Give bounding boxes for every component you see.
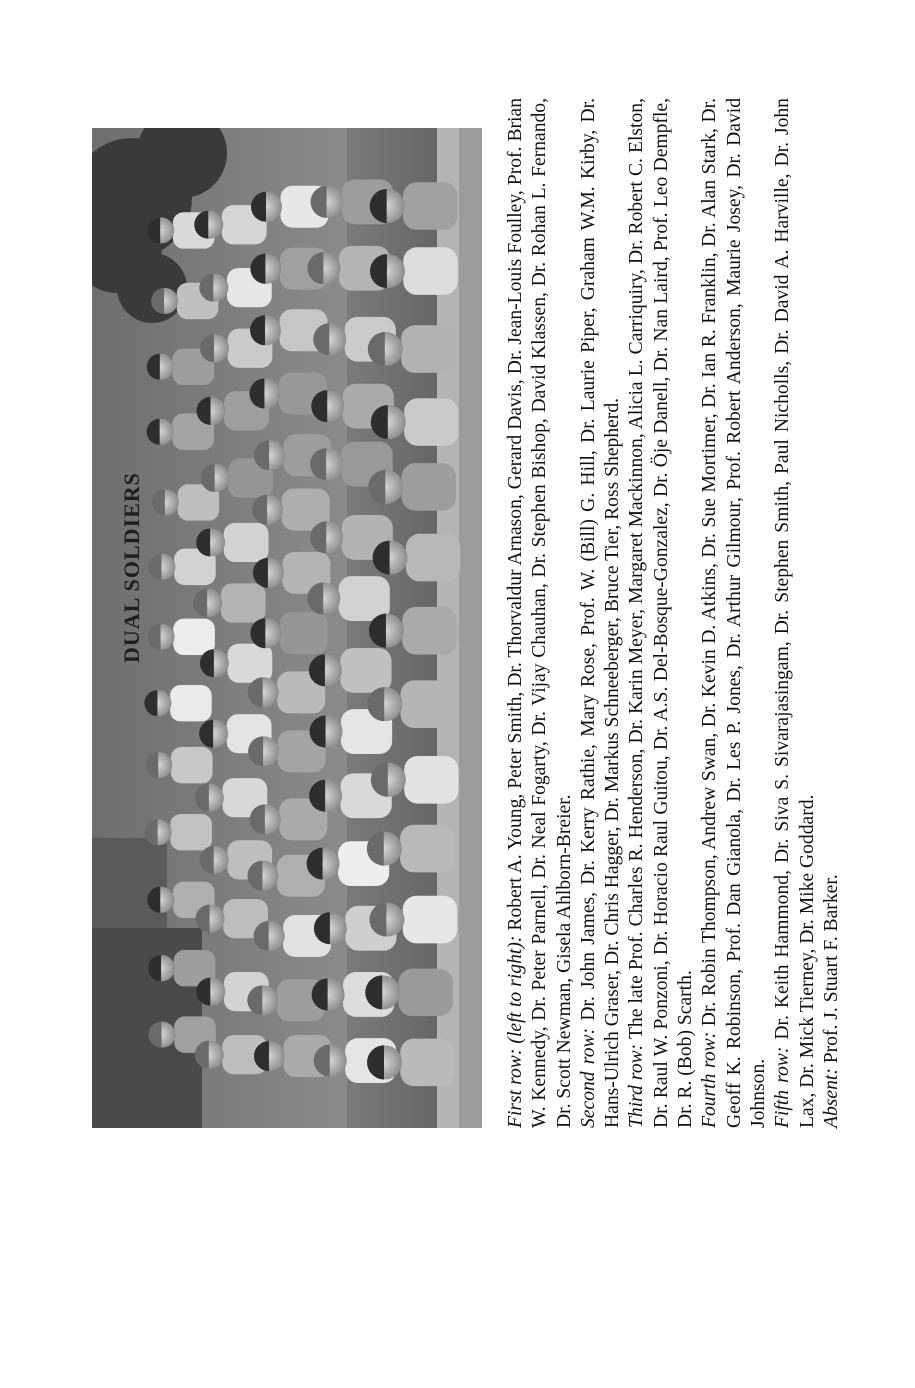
caption-row-names: Prof. J. Stuart F. Barker. xyxy=(820,874,842,1069)
caption-row-label: Fifth row: xyxy=(772,1046,794,1128)
person-body xyxy=(171,747,213,783)
caption-row-label: Second row: xyxy=(577,1027,599,1128)
person-body xyxy=(227,644,272,683)
caption-row-names: Dr. John James, Dr. Kerry Rathie, Mary Rose, Prof. W. (Bill) G. Hill, Dr. Laurie Piper, Graham W.M. Kirby, Dr. Hans-Ulrich Graser, Dr. Chris Hagger, Dr. Markus Schneeberger, Bruce Tier, Ross Shepherd. xyxy=(577,98,624,1128)
caption-fifth-row xyxy=(771,98,820,1128)
caption-row-label: First row: (left to right): xyxy=(505,935,526,1128)
person-body xyxy=(400,825,454,873)
caption-row-names: Dr. Keith Hammond, Dr. Siva S. Sivarajasingam, Dr. Stephen Smith, Paul Nicholls, Dr. David A. Harville, Dr. John Lax, Dr. Mick Tierney, Dr. Mike Goddard. xyxy=(772,98,818,1128)
person-body xyxy=(403,247,457,295)
rotated-page-content xyxy=(92,98,872,1128)
photo-caption xyxy=(504,98,844,1128)
person-body xyxy=(399,969,453,1017)
person-body xyxy=(406,534,460,582)
caption-second-row xyxy=(577,98,626,1128)
person-body xyxy=(403,896,457,944)
caption-row-label: Fourth row: xyxy=(699,1031,721,1128)
person-body xyxy=(402,607,456,655)
caption-row-names: Robert A. Young, Peter Smith, Dr. Thorvaldur Arnason, Gerard Davis, Dr. Jean-Louis Foulley, Prof. Brian W. Kennedy, Dr. Peter Parnell, Dr. Neal Fogarty, Dr. Vijay Chauhan, Dr. Stephen Bishop, David Klassen, Dr. Rohan L. Fernando, Dr. Scott Newman, Gisela Ahlborn-Breier. xyxy=(505,98,575,1128)
banner-text: DUAL SOLDIERS xyxy=(119,472,144,663)
caption-third-row xyxy=(625,98,698,1128)
person-body xyxy=(404,398,458,446)
person-body xyxy=(400,1039,454,1087)
person-body xyxy=(340,648,391,693)
group-photo xyxy=(92,128,482,1128)
caption-absent xyxy=(820,98,844,1128)
person-body xyxy=(224,523,269,562)
person-body xyxy=(280,612,328,654)
caption-row-names: Dr. Robin Thompson, Andrew Swan, Dr. Kevin D. Atkins, Dr. Sue Mortimer, Dr. Ian R. Franklin, Dr. Alan Stark, Dr. Geoff K. Robinson, Prof. Dan Gianola, Dr. Les P. Jones, Dr. Arthur Gilmour, Prof. Robert Anderson, Maurie Josey, Dr. David Johnson. xyxy=(699,98,769,1128)
person-body xyxy=(401,680,455,728)
group-photo-image xyxy=(92,128,482,1128)
person-body xyxy=(170,814,212,850)
caption-first-row xyxy=(504,98,577,1128)
caption-row-label: Absent: xyxy=(820,1068,842,1128)
person-body xyxy=(173,619,215,655)
person-body xyxy=(170,685,212,721)
person-body xyxy=(403,182,457,230)
person-body xyxy=(402,463,456,511)
person-body xyxy=(404,756,458,804)
person-body xyxy=(401,325,455,373)
caption-fourth-row xyxy=(698,98,771,1128)
caption-row-names: The late Prof. Charles R. Henderson, Dr. Karin Meyer, Margaret Mackinnon, Alicia L. Carriquiry, Dr. Robert C. Elston, Dr. Raul W. Ponzoni, Dr. Horacio Raul Guitou, Dr. A.S. Del-Bosque-Gonzalez, Dr. Öje Danell, Dr. Nan Laird, Prof. Leo Dempfle, Dr. R. (Bob) Scarth. xyxy=(626,98,697,1128)
person-body xyxy=(221,583,266,622)
caption-row-label: Third row: xyxy=(626,1043,648,1128)
